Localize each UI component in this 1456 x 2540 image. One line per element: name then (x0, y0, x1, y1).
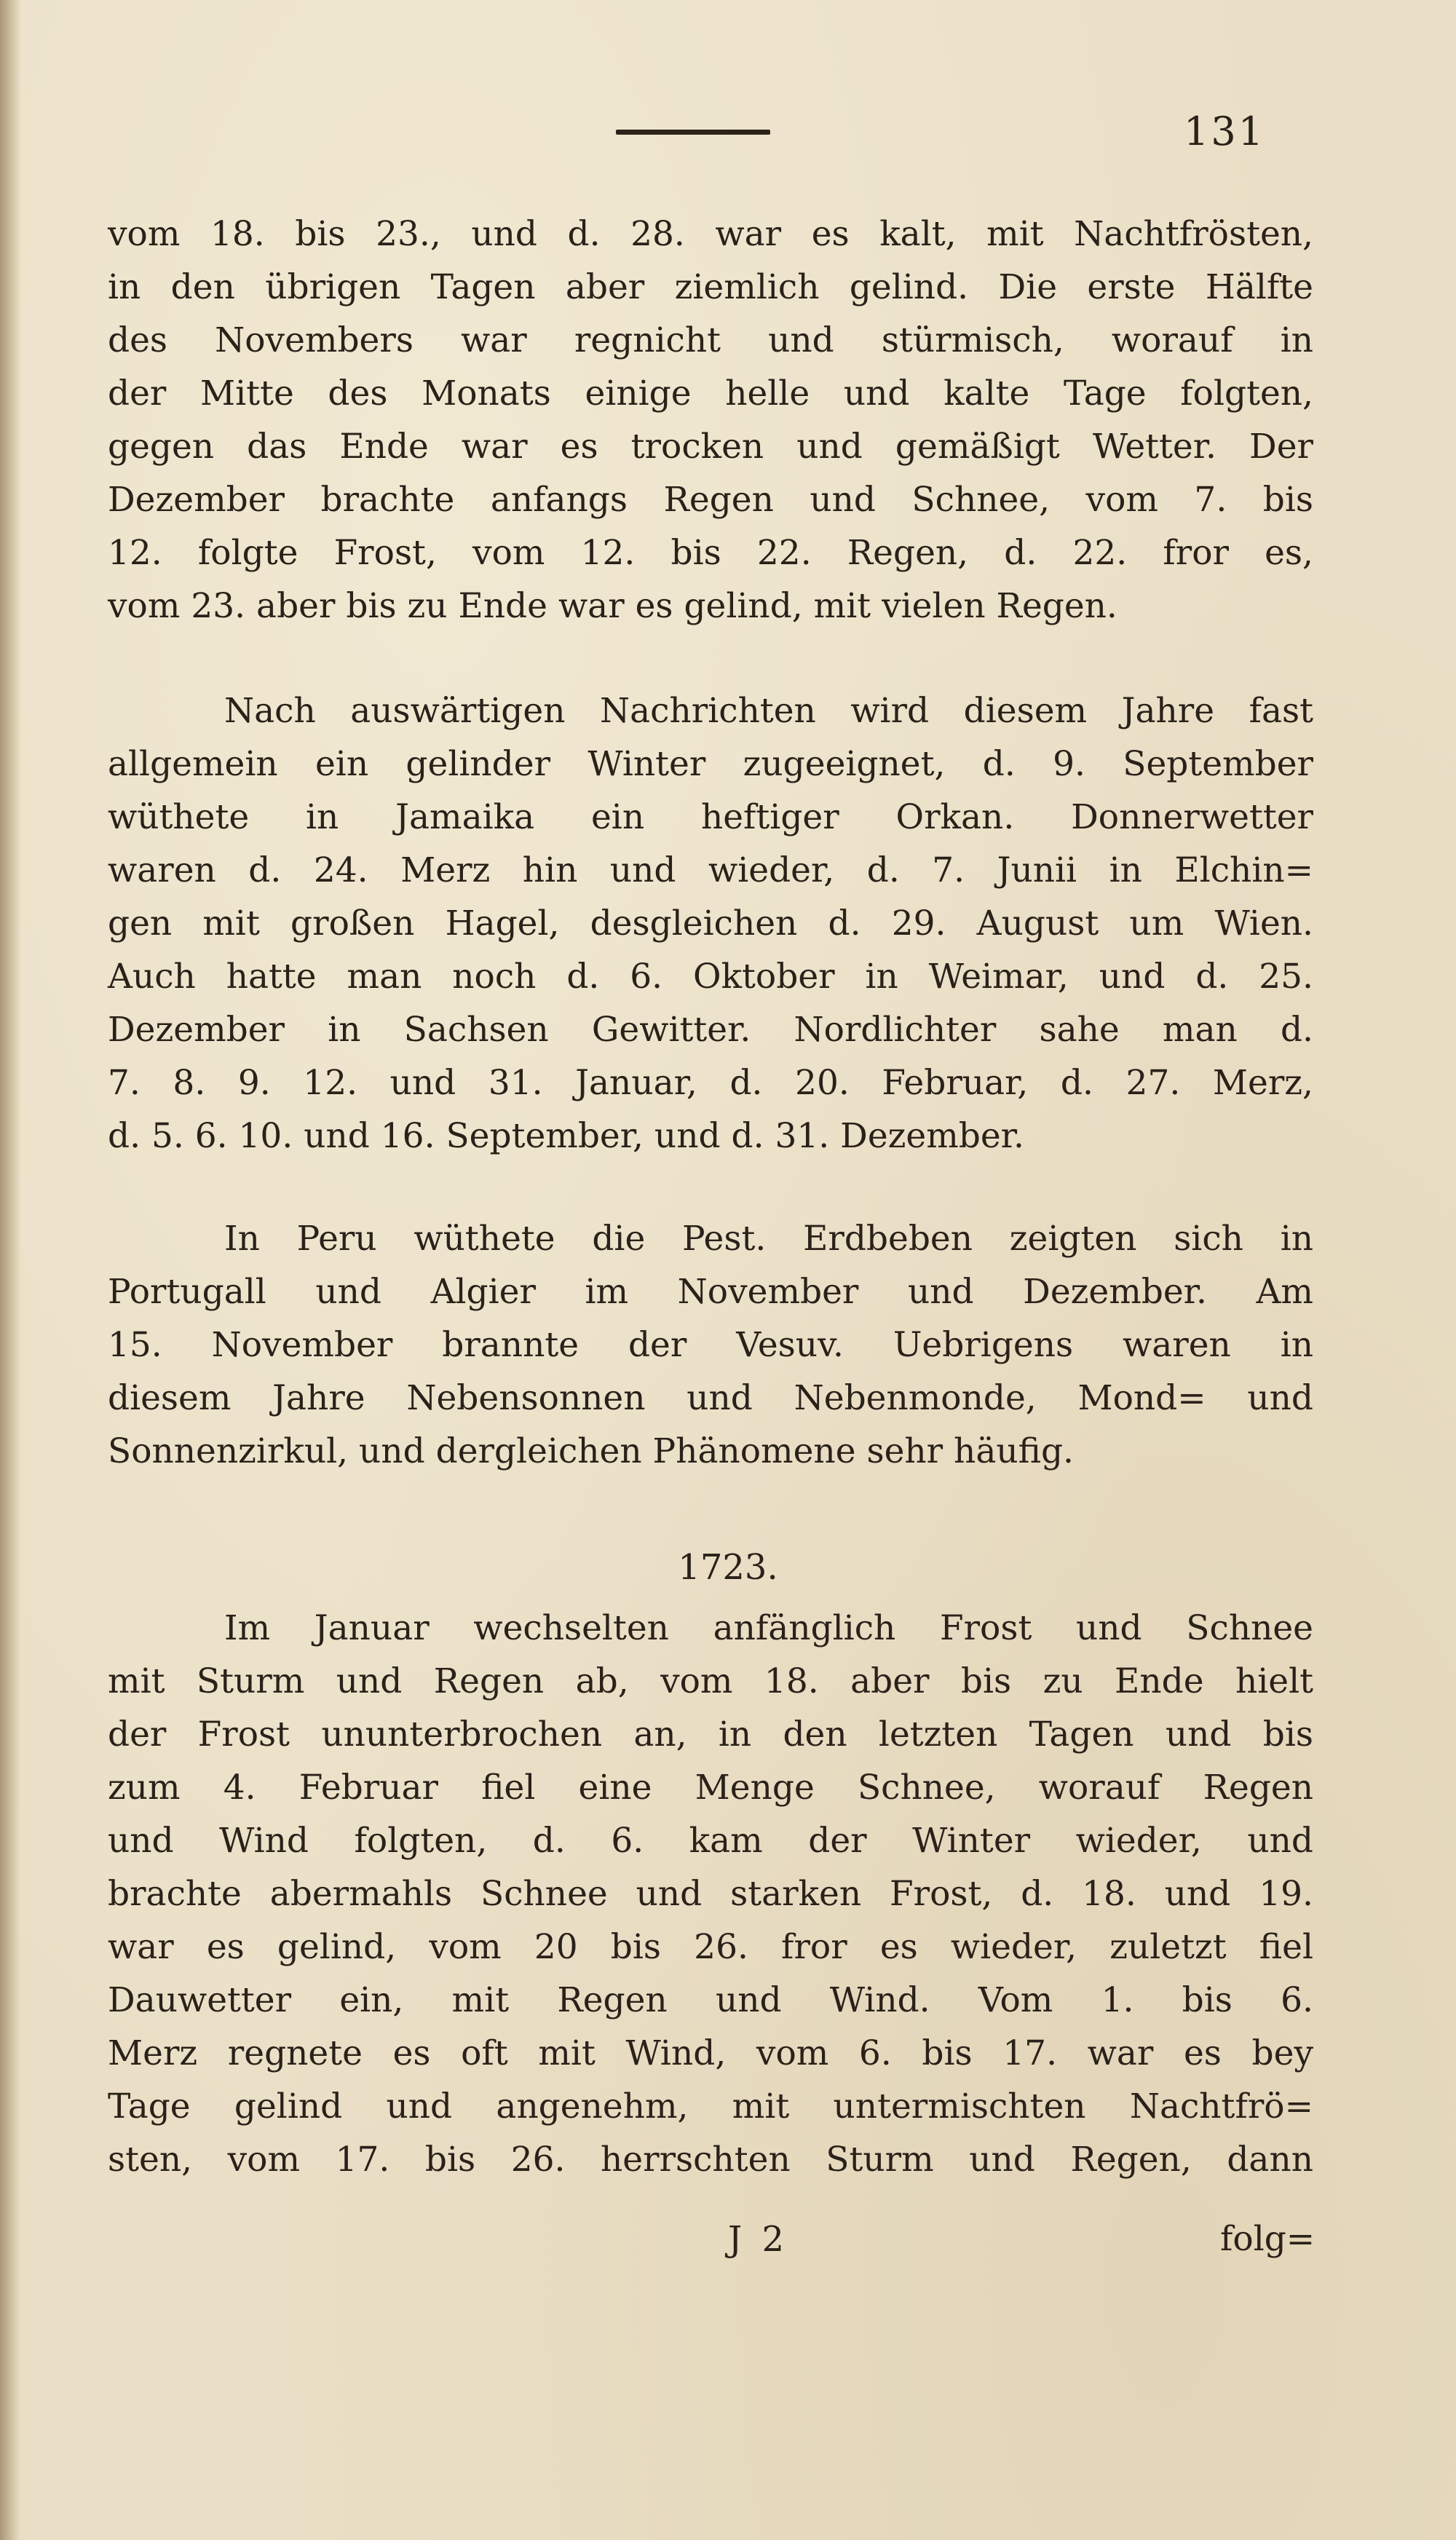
text-line: gegen das Ende war es trocken und gemäßigt Wetter. Der (108, 427, 1313, 467)
text-line: Dezember in Sachsen Gewitter. Nordlichter sahe man d. (108, 1010, 1313, 1050)
text-line: brachte abermahls Schnee und starken Frost, d. 18. und 19. (108, 1874, 1313, 1914)
text-line: des Novembers war regnicht und stürmisch, worauf in (108, 320, 1313, 360)
text-line: In Peru wüthete die Pest. Erdbeben zeigten sich in (224, 1219, 1313, 1259)
paragraph-3 (108, 1212, 1313, 1478)
text-line: vom 18. bis 23., und d. 28. war es kalt, mit Nachtfrösten, (108, 214, 1313, 254)
catchword: folg= (1220, 2219, 1315, 2259)
text-line: und Wind folgten, d. 6. kam der Winter wieder, und (108, 1821, 1313, 1861)
page-gutter-shadow (0, 0, 20, 2540)
text-line: Portugall und Algier im November und Dezember. Am (108, 1272, 1313, 1312)
text-line: Merz regnete es oft mit Wind, vom 6. bis 17. war es bey (108, 2033, 1313, 2073)
text-line: Sonnenzirkul, und dergleichen Phänomene sehr häufig. (108, 1431, 1074, 1471)
text-line: in den übrigen Tagen aber ziemlich gelind. Die erste Hälfte (108, 267, 1313, 307)
header-rule (616, 130, 770, 135)
text-line: Tage gelind und angenehm, mit untermischten Nachtfrö= (108, 2086, 1313, 2126)
text-line: gen mit großen Hagel, desgleichen d. 29. August um Wien. (108, 903, 1313, 943)
paragraph-1 (108, 207, 1313, 633)
text-line: 12. folgte Frost, vom 12. bis 22. Regen, d. 22. fror es, (108, 533, 1313, 573)
text-line: Nach auswärtigen Nachrichten wird diesem Jahre fast (224, 691, 1313, 731)
text-line: war es gelind, vom 20 bis 26. fror es wieder, zuletzt fiel (108, 1927, 1313, 1967)
text-line: diesem Jahre Nebensonnen und Nebenmonde, Mond= und (108, 1378, 1313, 1418)
text-line: waren d. 24. Merz hin und wieder, d. 7. Junii in Elchin= (108, 850, 1313, 890)
text-line: Dauwetter ein, mit Regen und Wind. Vom 1. bis 6. (108, 1980, 1313, 2020)
year-heading: 1723. (678, 1547, 778, 1588)
text-line: 15. November brannte der Vesuv. Uebrigens waren in (108, 1325, 1313, 1365)
signature-mark: J 2 (728, 2219, 789, 2260)
text-line: 7. 8. 9. 12. und 31. Januar, d. 20. Februar, d. 27. Merz, (108, 1063, 1313, 1103)
text-line: zum 4. Februar fiel eine Menge Schnee, worauf Regen (108, 1768, 1313, 1808)
paragraph-2 (108, 684, 1313, 1163)
text-line: allgemein ein gelinder Winter zugeeignet, d. 9. September (108, 744, 1313, 784)
text-line: der Mitte des Monats einige helle und kalte Tage folgten, (108, 373, 1313, 414)
text-line: vom 23. aber bis zu Ende war es gelind, mit vielen Regen. (108, 586, 1117, 626)
text-line: der Frost ununterbrochen an, in den letzten Tagen und bis (108, 1714, 1313, 1754)
text-line: mit Sturm und Regen ab, vom 18. aber bis zu Ende hielt (108, 1661, 1313, 1701)
text-line: Im Januar wechselten anfänglich Frost und Schnee (224, 1608, 1313, 1648)
paragraph-4 (108, 1602, 1313, 2186)
text-line: Dezember brachte anfangs Regen und Schnee, vom 7. bis (108, 480, 1313, 520)
text-line: d. 5. 6. 10. und 16. September, und d. 31. Dezember. (108, 1116, 1024, 1156)
page-number: 131 (1184, 108, 1266, 154)
text-line: wüthete in Jamaika ein heftiger Orkan. Donnerwetter (108, 797, 1313, 837)
text-line: sten, vom 17. bis 26. herrschten Sturm und Regen, dann (108, 2140, 1313, 2180)
text-line: Auch hatte man noch d. 6. Oktober in Weimar, und d. 25. (108, 957, 1313, 997)
